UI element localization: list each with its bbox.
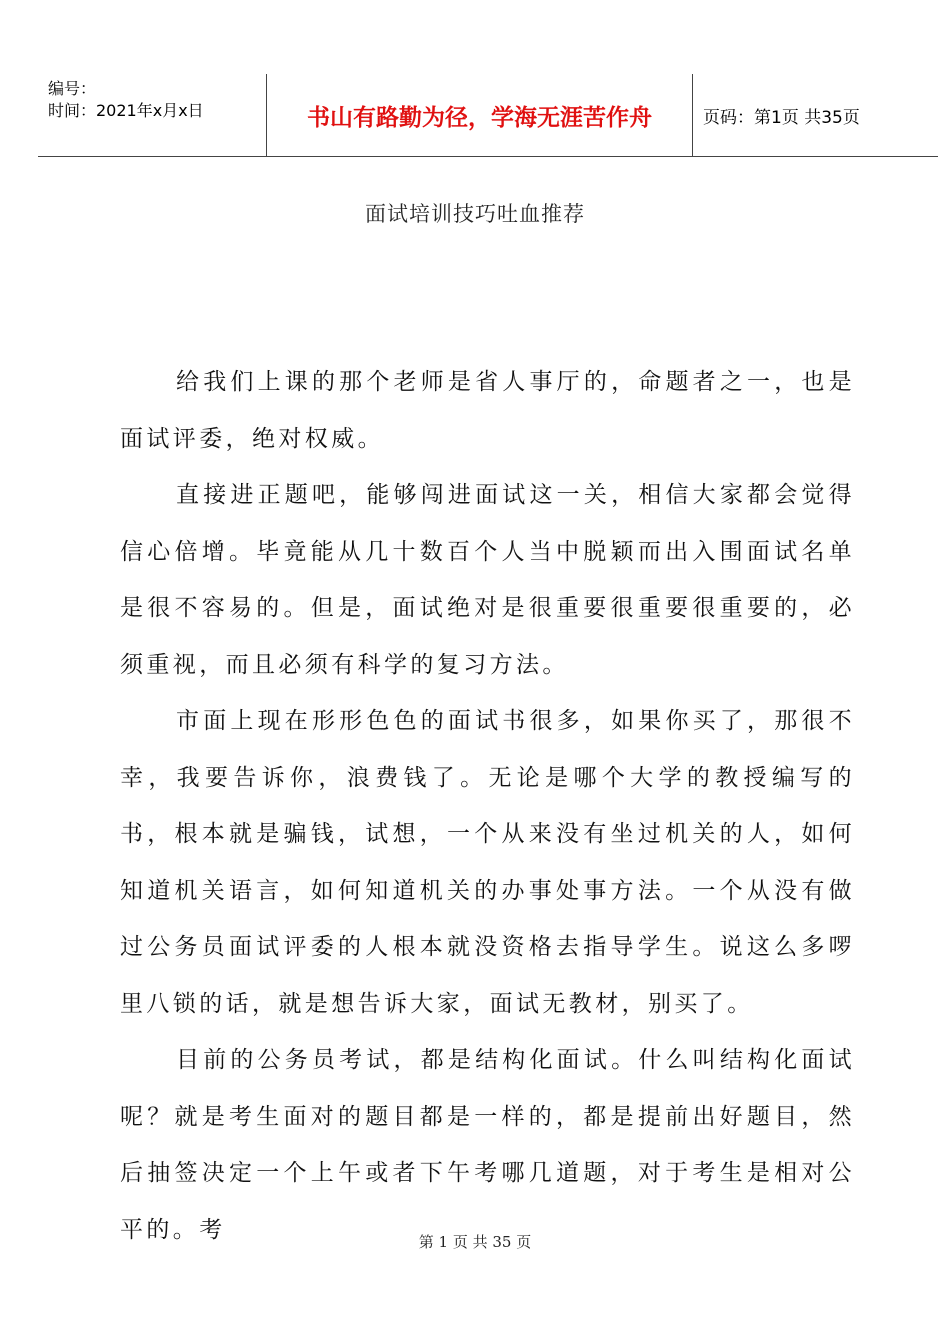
number-label: 编号：: [48, 79, 97, 98]
header-slogan: 书山有路勤为径，学海无涯苦作舟: [307, 104, 652, 131]
paragraph: 直接进正题吧，能够闯进面试这一关，相信大家都会觉得信心倍增。毕竟能从几十数百个人当中脱颖而出入围面试名单是很不容易的。但是，面试绝对是很重要很重要很重要的，必须重视，而且必须有科学的复习方法。: [120, 482, 855, 678]
page-header: [38, 74, 938, 157]
document-body: [120, 354, 855, 1258]
header-page-info: 页码：第1页 共35页: [703, 107, 860, 128]
page-footer: 第 1 页 共 35 页: [418, 1233, 532, 1251]
paragraph: 市面上现在形形色色的面试书很多，如果你买了，那很不幸，我要告诉你，浪费钱了。无论是哪个大学的教授编写的书，根本就是骗钱，试想，一个从来没有坐过机关的人，如何知道机关语言，如何知道机关的办事处事方法。一个从没有做过公务员面试评委的人根本就没资格去指导学生。说这么多啰里八锁的话，就是想告诉大家，面试无教材，别买了。: [120, 708, 855, 1017]
paragraph: 给我们上课的那个老师是省人事厅的，命题者之一，也是面试评委，绝对权威。: [120, 369, 855, 452]
paragraph: 目前的公务员考试，都是结构化面试。什么叫结构化面试呢？就是考生面对的题目都是一样的，都是提前出好题目，然后抽签决定一个上午或者下午考哪几道题，对于考生是相对公平的。考: [120, 1047, 855, 1243]
header-divider: [692, 74, 693, 156]
header-meta: [48, 78, 266, 122]
document-title: 面试培训技巧吐血推荐: [365, 202, 585, 226]
time-label: 时间：2021年x月x日: [48, 101, 204, 120]
